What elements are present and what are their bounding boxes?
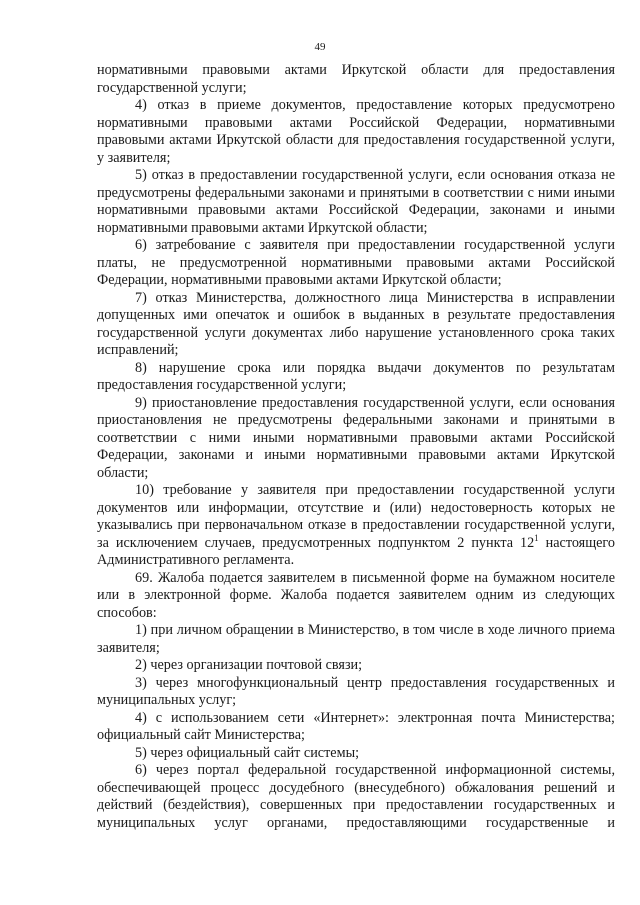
paragraph-6 [97,360,615,395]
paragraph-text: 1) при личном обращении в Министерство, в том числе в ходе личного приема заявителя; [97,622,615,656]
paragraph-text: 8) нарушение срока или порядка выдачи документов по результатам предоставления государственной услуги; [97,359,615,393]
paragraph-8 [97,482,615,570]
paragraph-11 [97,657,615,675]
paragraph-text: 6) затребование с заявителя при предоставлении государственной услуги платы, не предусмотренной нормативными правовыми актами Российской Федерации, нормативными правовыми актами Иркутской области; [97,237,615,288]
paragraph-text-tail: настоящего Административного регламента. [97,534,615,568]
paragraph-5 [97,290,615,360]
page-number: 49 [314,41,326,53]
paragraph-1 [97,62,615,97]
paragraph-text: 3) через многофункциональный центр предоставления государственных и муниципальных услуг; [97,674,615,708]
paragraph-text: 9) приостановление предоставления государственной услуги, если основания приостановления не предусмотрены федеральными законами и принятыми в соответствии с ними иными нормативными правовыми актами Российской Федерации, законами и иными нормативными правовыми актами Иркутской области; [97,394,615,481]
paragraph-text: 7) отказ Министерства, должностного лица Министерства в исправлении допущенных ими опечаток и ошибок в выданных в результате предоставления государственной услуги документах либо нарушение установленного срока таких исправлений; [97,289,615,358]
paragraph-7 [97,395,615,483]
paragraph-text: нормативными правовыми актами Иркутской области для предоставления государственной услуги; [97,62,615,96]
document-body [97,62,615,832]
paragraph-10 [97,622,615,657]
paragraph-3 [97,167,615,237]
paragraph-13 [97,710,615,745]
paragraph-4 [97,237,615,290]
paragraph-2 [97,97,615,167]
paragraph-text: 5) отказ в предоставлении государственной услуги, если основания отказа не предусмотрены федеральными законами и принятыми в соответствии с ними иными нормативными правовыми актами Российской Федерации, законами и иными нормативными правовыми актами Иркутской области; [97,167,615,236]
paragraph-15 [97,762,615,832]
paragraph-text: 6) через портал федеральной государственной информационной системы, обеспечивающей процесс досудебного (внесудебного) обжалования решений и действий (бездействия), совершенных при предоставлении государственных и муниципальных услуг органами, предоставляющими государственные и [97,762,615,831]
paragraph-text: 69. Жалоба подается заявителем в письменной форме на бумажном носителе или в электронной форме. Жалоба подается заявителем одним из следующих способов: [97,569,615,621]
paragraph-text: 5) через официальный сайт системы; [135,744,360,761]
superscript-reference: 1 [534,532,539,543]
paragraph-9 [97,570,615,623]
paragraph-14 [97,745,615,763]
paragraph-text: 10) требование у заявителя при предоставлении государственной услуги документов или информации, отсутствие и (или) недостоверность которых не указывались при первоначальном отказе в предоставлении государственной услуги, за исключением случаев, предусмотренных подпунктом 2 пункта 12 [97,482,615,551]
paragraph-text: 4) отказ в приеме документов, предоставление которых предусмотрено нормативными правовыми актами Российской Федерации, нормативными правовыми актами Иркутской области для предоставления государственной услуги, у заявителя; [97,97,615,166]
paragraph-text: 4) с использованием сети «Интернет»: электронная почта Министерства; официальный сайт Министерства; [97,709,615,743]
paragraph-text: 2) через организации почтовой связи; [135,657,363,673]
paragraph-12 [97,675,615,710]
